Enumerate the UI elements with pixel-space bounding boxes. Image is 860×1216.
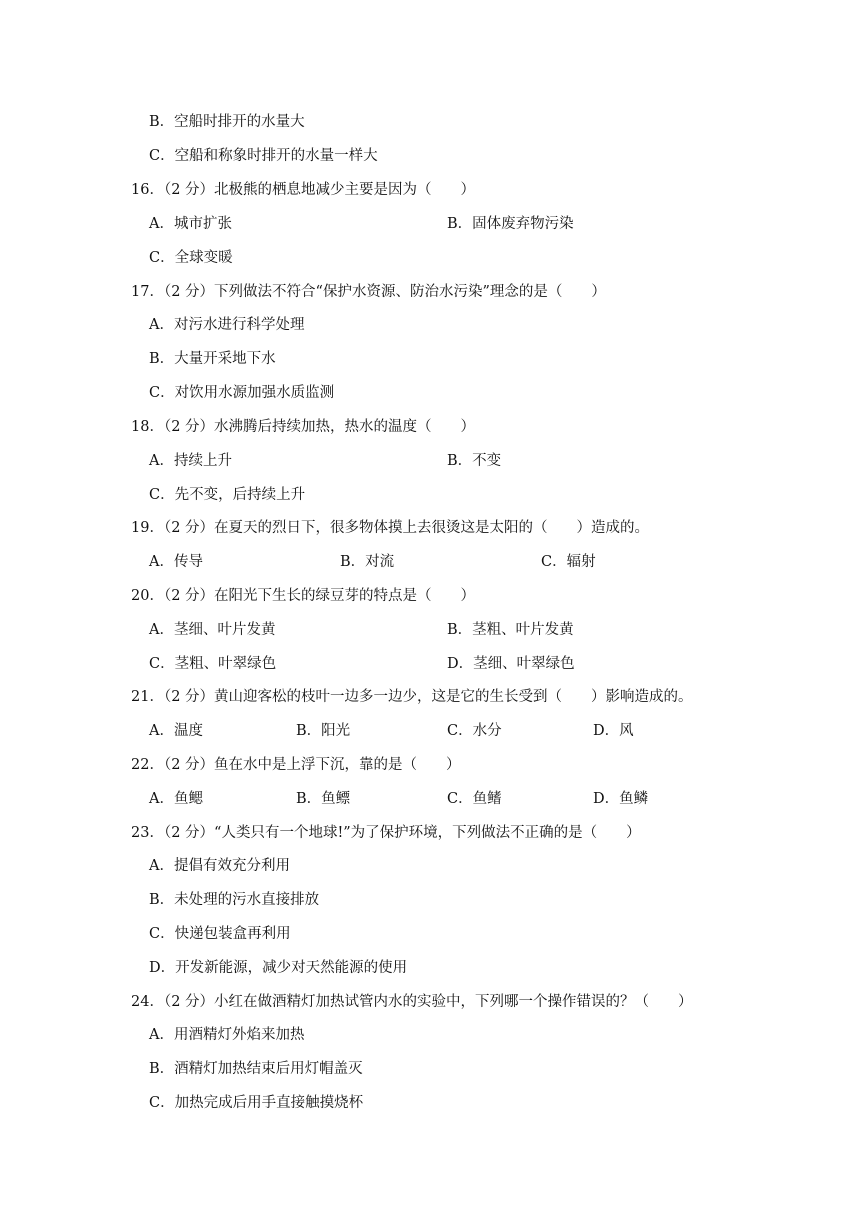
q15-option-b: B．空船时排开的水量大: [149, 114, 305, 130]
q18-option-a: A．持续上升: [149, 453, 232, 469]
q19-option-b: B．对流: [340, 554, 395, 570]
q17-option-b: B．大量开采地下水: [149, 351, 276, 367]
question-21: 21．（2 分）黄山迎客松的枝叶一边多一边少，这是它的生长受到（ ）影响造成的。: [131, 689, 693, 705]
q18-option-b: B．不变: [447, 453, 502, 469]
q16-option-a: A．城市扩张: [149, 216, 232, 232]
q24-option-b: B．酒精灯加热结束后用灯帽盖灭: [149, 1061, 363, 1077]
q20-option-b: B．茎粗、叶片发黄: [447, 622, 574, 638]
q21-option-a: A．温度: [149, 723, 203, 739]
q21-option-b: B．阳光: [296, 723, 351, 739]
q20-option-c: C．茎粗、叶翠绿色: [149, 656, 277, 672]
q17-option-c: C．对饮用水源加强水质监测: [149, 385, 335, 401]
question-20: 20．（2 分）在阳光下生长的绿豆芽的特点是（ ）: [131, 588, 476, 604]
q19-option-a: A．传导: [149, 554, 203, 570]
q19-option-c: C．辐射: [541, 554, 596, 570]
question-23: 23．（2 分）“人类只有一个地球!”为了保护环境，下列做法不正确的是（ ）: [131, 825, 641, 841]
q23-option-d: D．开发新能源，减少对天然能源的使用: [149, 960, 408, 976]
question-19: 19．（2 分）在夏天的烈日下，很多物体摸上去很烫这是太阳的（ ）造成的。: [131, 520, 650, 536]
question-24: 24．（2 分）小红在做酒精灯加热试管内水的实验中，下列哪一个操作错误的？（ ）: [131, 994, 693, 1010]
q18-option-c: C．先不变，后持续上升: [149, 487, 306, 503]
q23-option-c: C．快递包装盒再利用: [149, 926, 291, 942]
question-16: 16．（2 分）北极熊的栖息地减少主要是因为（ ）: [131, 182, 476, 198]
q22-option-a: A．鱼鳃: [149, 791, 203, 807]
q22-option-b: B．鱼鳔: [296, 791, 351, 807]
q15-option-c: C．空船和称象时排开的水量一样大: [149, 148, 378, 164]
q20-option-a: A．茎细、叶片发黄: [149, 622, 276, 638]
question-17: 17．（2 分）下列做法不符合“保护水资源、防治水污染”理念的是（ ）: [131, 284, 606, 300]
q21-option-d: D．风: [593, 723, 634, 739]
q16-option-c: C．全球变暖: [149, 250, 233, 266]
q24-option-a: A．用酒精灯外焰来加热: [149, 1027, 305, 1043]
q20-option-d: D．茎细、叶翠绿色: [447, 656, 575, 672]
q24-option-c: C．加热完成后用手直接触摸烧杯: [149, 1095, 364, 1111]
q23-option-b: B．未处理的污水直接排放: [149, 892, 320, 908]
q22-option-c: C．鱼鳍: [447, 791, 502, 807]
question-22: 22．（2 分）鱼在水中是上浮下沉，靠的是（ ）: [131, 757, 461, 773]
q22-option-d: D．鱼鳞: [593, 791, 649, 807]
q23-option-a: A．提倡有效充分利用: [149, 858, 290, 874]
q16-option-b: B．固体废弃物污染: [447, 216, 574, 232]
q21-option-c: C．水分: [447, 723, 502, 739]
question-18: 18．（2 分）水沸腾后持续加热，热水的温度（ ）: [131, 419, 476, 435]
q17-option-a: A．对污水进行科学处理: [149, 317, 305, 333]
